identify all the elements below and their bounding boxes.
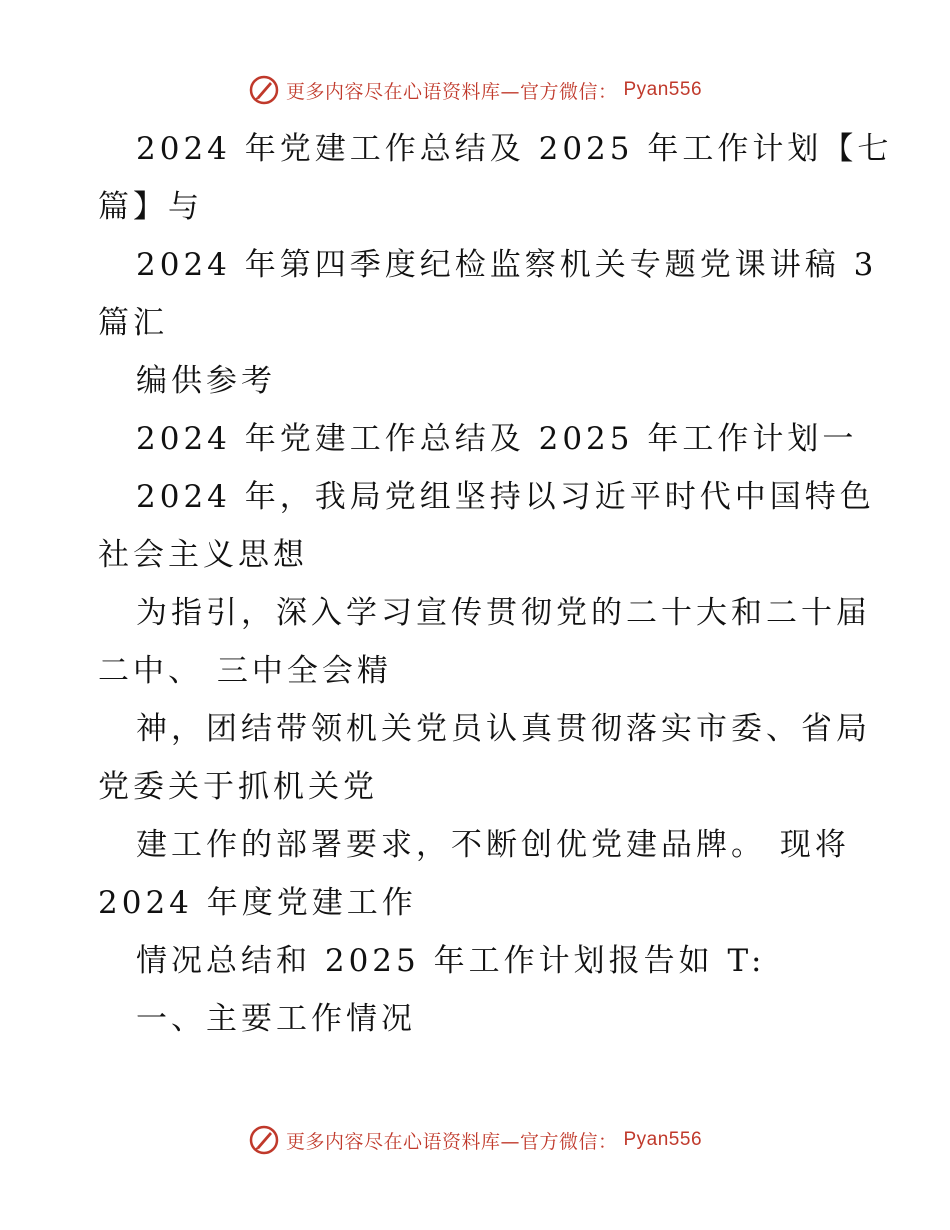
paragraph-line: 社会主义思想 xyxy=(98,537,308,573)
watermark-wechat-id: Pyan556 xyxy=(623,79,703,100)
paragraph-line: 建工作的部署要求，不断创优党建品牌。 现将 xyxy=(136,827,850,863)
paragraph-line: 2024 年度党建工作 xyxy=(98,885,417,921)
watermark-text: 更多内容尽在心语资料库—官方微信： xyxy=(285,80,618,103)
title-line-2: 篇】与 xyxy=(98,189,203,225)
document-body xyxy=(98,120,893,1048)
header-watermark xyxy=(0,70,950,110)
title-line-1: 2024 年党建工作总结及 2025 年工作计划【七 xyxy=(136,131,893,167)
footer-watermark xyxy=(0,1120,950,1160)
title-line-4: 篇汇 xyxy=(98,305,168,341)
paragraph-line: 神，团结带领机关党员认真贯彻落实市委、省局 xyxy=(136,711,871,747)
paragraph-line: 二中、 三中全会精 xyxy=(98,653,392,689)
paragraph-line: 党委关于抓机关党 xyxy=(98,769,378,805)
watermark-text: 更多内容尽在心语资料库—官方微信： xyxy=(285,1130,618,1153)
paragraph-line: 为指引，深入学习宣传贯彻党的二十大和二十届 xyxy=(136,595,871,631)
paragraph-line: 2024 年，我局党组坚持以习近平时代中国特色 xyxy=(136,479,875,515)
title-line-5: 编供参考 xyxy=(136,363,276,399)
quill-logo-icon xyxy=(248,74,280,106)
title-line-3: 2024 年第四季度纪检监察机关专题党课讲稿 3 xyxy=(136,247,878,283)
paragraph-line: 情况总结和 2025 年工作计划报告如 T: xyxy=(136,943,766,979)
quill-logo-icon xyxy=(248,1124,280,1156)
subsection-heading: 一、主要工作情况 xyxy=(136,1001,416,1037)
section-heading: 2024 年党建工作总结及 2025 年工作计划一 xyxy=(136,421,858,457)
watermark-wechat-id: Pyan556 xyxy=(623,1129,703,1150)
